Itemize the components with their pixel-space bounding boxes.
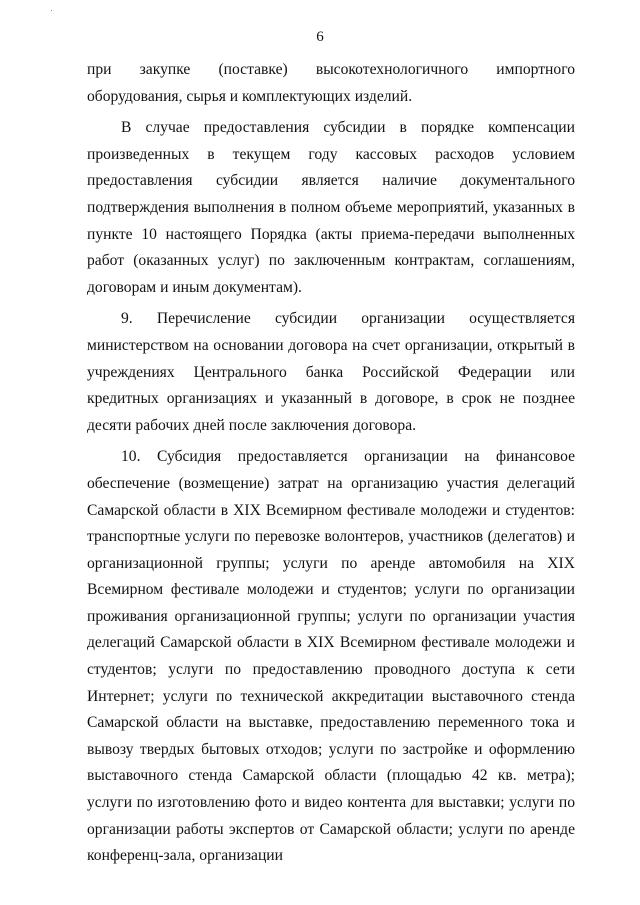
paragraph-continuation: при закупке (поставке) высокотехнологичного импортного оборудования, сырья и комплектующих изделий. — [87, 61, 575, 105]
paragraph-compensation: В случае предоставления субсидии в порядке компенсации произведенных в текущем году кассовых расходов условием предоставления субсидии является наличие документального подтверждения выполнения в полном объеме мероприятий, указанных в пункте 10 настоящего Порядка (акты приема-передачи выполненных работ (оказанных услуг) по заключенным контрактам, соглашениям, договорам и иным документам). — [87, 119, 575, 296]
page-number: 6 — [316, 29, 324, 45]
paragraph-item-10: 10. Субсидия предоставляется организации на финансовое обеспечение (возмещение) затрат на организацию участия делегаций Самарской области в XIX Всемирном фестивале молодежи и студентов: транспортные услуги по перевозке волонтеров, участников (делегатов) и организационной группы; услуги по аренде автомобиля на XIX Всемирном фестивале молодежи и студентов; услуги по организации проживания организационной группы; услуги по организации участия делегаций Самарской области в XIX Всемирном фестивале молодежи и студентов; услуги по предоставлению проводного доступа к сети Интернет; услуги по технической аккредитации выставочного стенда Самарской области на выставке, предоставлению переменного тока и вывозу твердых бытовых отходов; услуги по застройке и оформлению выставочного стенда Самарской области (площадью 42 кв. метра); услуги по изготовлению фото и видео контента для выставки; услуги по организации работы экспертов от Самарской области; услуги по аренде конференц-зала, организации — [87, 448, 575, 865]
document-body — [87, 57, 575, 870]
paragraph-item-9: 9. Перечисление субсидии организации осуществляется министерством на основании договора на счет организации, открытый в учреждениях Центрального банка Российской Федерации или кредитных организациях и указанный в договоре, в срок не позднее десяти рабочих дней после заключения договора. — [87, 310, 575, 434]
scan-artifact — [51, 10, 52, 11]
